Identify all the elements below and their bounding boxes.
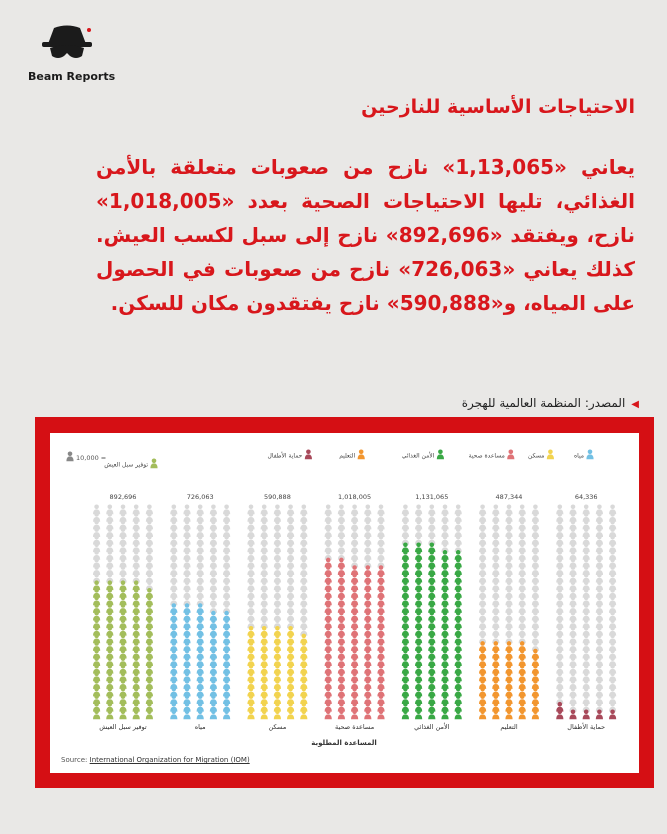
chart-source-link[interactable]: International Organization for Migration (IOM) [89, 756, 250, 764]
bar-column [325, 505, 385, 720]
data-label: 64,336 [574, 493, 598, 501]
legend-item [104, 459, 157, 469]
legend-item [528, 450, 554, 460]
data-label: 590,888 [263, 493, 291, 501]
chart-card [50, 433, 639, 773]
legend-label: حماية الأطفال [267, 452, 303, 460]
legend-item [402, 450, 444, 460]
category-label: حماية الأطفال [567, 723, 606, 731]
legend-item [339, 450, 365, 460]
category-label: الأمن الغذائي [414, 723, 450, 731]
bar-column [402, 505, 462, 720]
category-label: مياه [194, 723, 206, 731]
chart-source [61, 756, 250, 764]
category-label: التعليم [500, 723, 518, 731]
chart-frame [35, 417, 654, 788]
legend-label: التعليم [339, 452, 356, 460]
bar-column [556, 505, 616, 720]
category-label: مساعدة صحية [335, 723, 375, 731]
bar-column [170, 505, 230, 720]
bar-column [93, 505, 153, 720]
data-label: 1,131,065 [415, 493, 449, 501]
chart-source-prefix: Source: [61, 756, 88, 764]
legend-label: مياه [574, 452, 584, 460]
x-axis-title: المساعدة المطلوبة [311, 739, 377, 747]
legend-unit [66, 452, 73, 462]
source-line [462, 396, 639, 410]
legend-unit-label: 10,000 = [76, 454, 107, 462]
legend-label: مساعدة صحية [468, 452, 505, 460]
bar-column [247, 505, 307, 720]
category-label: توفير سبل العيش [99, 723, 147, 731]
data-label: 487,344 [495, 493, 523, 501]
brand-name: Beam Reports [28, 70, 116, 83]
data-label: 726,063 [186, 493, 214, 501]
triangle-icon: ◀ [631, 399, 639, 410]
page-title: الاحتياجات الأساسية للنازحين [361, 96, 635, 118]
body-paragraph: يعاني «1,13,065» نازح من صعوبات متعلقة بالأمن الغذائي، تليها الاحتياجات الصحية بعدد «1,018,005» نازح، ويفتقد «892,696» نازح إلى سبل لكسب العيش. كذلك يعاني «726,063» نازح من صعوبات في الحصول على المياه، و«590,888» نازح يفتقدون مكان للسكن. [96, 155, 636, 315]
legend-item [469, 450, 515, 460]
legend-item [574, 450, 594, 460]
legend-item [268, 450, 312, 460]
bar-column [479, 505, 539, 720]
category-label: مسكن [268, 723, 287, 731]
detective-hat-icon [36, 22, 98, 66]
data-label: 892,696 [109, 493, 137, 501]
legend-label: توفير سبل العيش [104, 461, 148, 469]
data-label: 1,018,005 [338, 493, 372, 501]
legend-label: مسكن [527, 452, 545, 460]
source-text: المصدر: المنظمة العالمية للهجرة [461, 396, 626, 410]
pictogram-chart [50, 433, 639, 773]
legend-label: الأمن الغذائي [401, 452, 435, 460]
